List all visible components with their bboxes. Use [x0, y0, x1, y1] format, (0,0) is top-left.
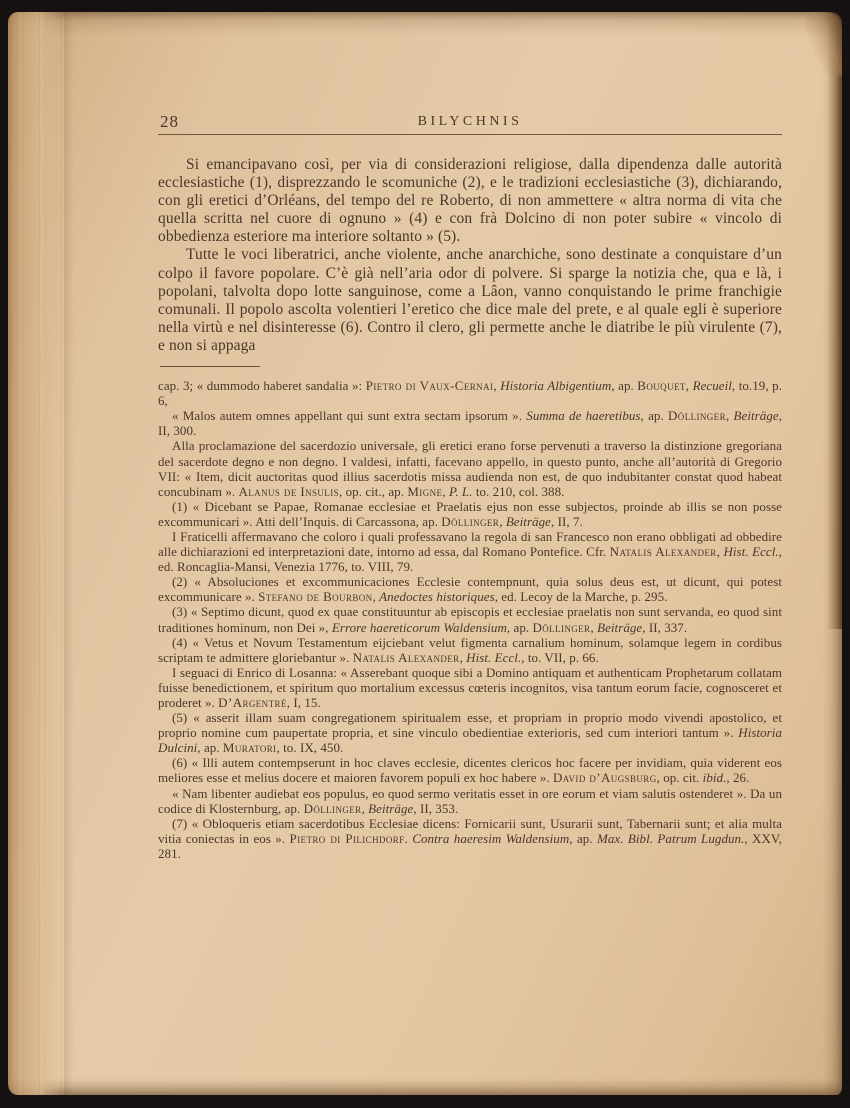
- text-run: , op. cit., ap.: [339, 483, 408, 499]
- text-run: (6) « Illi autem contempserunt in hoc claves ecclesie, dicentes clericos hoc facere per invidiam, quia viderent eos meliores esse et melius docere et maioren favorem populi ex hoc habere ».: [158, 755, 782, 786]
- footnote-paragraph: [158, 755, 782, 785]
- text-run: ,: [459, 649, 467, 665]
- cited-author-name: Döllinger: [441, 513, 500, 529]
- footnote-paragraph: [158, 574, 782, 604]
- page-left-crease: [64, 12, 74, 1095]
- text-run: ,: [372, 589, 380, 605]
- footnote-paragraph: [158, 499, 782, 529]
- footnote-paragraph: [158, 408, 782, 438]
- text-run: , II, 337.: [642, 619, 688, 635]
- text-run: (3) « Septimo dicunt, quod ex quae constituuntur ab episcopis et ecclesiae praelatis non sunt servanda, eo quod sint traditiones hominum, non Dei »,: [158, 604, 782, 635]
- cited-work-title: Recueil: [692, 378, 732, 394]
- cited-work-title: Beiträge: [368, 800, 414, 816]
- text-run: , to. VII, p. 66.: [521, 649, 599, 665]
- footnotes-section: [158, 378, 782, 861]
- text-run: , II, 353.: [413, 800, 459, 816]
- text-run: (1) « Dicebant se Papae, Romanae ecclesiae et Praelatis ejus non esse subjectos, proinde ab illis se non posse excommunicari ». Atti dell’Inquis. di Carcassona, ap.: [158, 498, 782, 529]
- text-run: , 26.: [726, 770, 750, 786]
- text-run: ,: [685, 378, 693, 394]
- text-run: (4) « Vetus et Novum Testamentum eijciebant velut figmenta carnalium hominum, solamque legem in cordibus scriptam te admittere gloriebantur ».: [158, 634, 782, 665]
- cited-work-title: Hist. Eccl.: [466, 649, 522, 665]
- page-number: 28: [160, 112, 179, 131]
- cited-author-name: Döllinger: [532, 619, 591, 635]
- text-run: , ap.: [640, 408, 668, 424]
- text-run: , ap.: [569, 830, 597, 846]
- footnote-separator-rule: [160, 366, 260, 367]
- text-run: .: [404, 830, 413, 846]
- cited-author-name: Natalis Alexander: [352, 649, 460, 665]
- text-run: , to. IX, 450.: [276, 740, 344, 756]
- text-run: « Malos autem omnes appellant qui sunt extra sectam ipsorum ».: [172, 408, 527, 424]
- text-run: ,: [725, 408, 734, 424]
- cited-work-title: P. L.: [449, 483, 473, 499]
- cited-author-name: D’Argentré: [218, 695, 287, 710]
- text-run: , ed. Lecoy de la Marche, p. 295.: [494, 589, 668, 605]
- cited-author-name: Pietro di Pilichdorf: [289, 830, 405, 846]
- text-run: (7) « Obloqueris etiam sacerdotibus Ecclesiae dicens: Fornicarii sunt, Usurarii sunt, Tabernarii sunt; et alia multa vitia coniectas in eos ».: [158, 815, 782, 846]
- page-corner-curl: [806, 12, 842, 76]
- cited-author-name: Bouquet: [637, 378, 686, 394]
- text-run: to. 210, col. 388.: [472, 483, 565, 499]
- cited-work-title: Beiträge: [505, 513, 551, 529]
- footnote-paragraph: [158, 816, 782, 861]
- cited-author-name: Migne: [407, 483, 443, 499]
- text-run: ,: [361, 800, 369, 816]
- cited-author-name: Döllinger: [303, 800, 362, 816]
- page-right-fore-edge: [827, 12, 842, 629]
- text-run: , op. cit.: [656, 770, 703, 786]
- footnote-paragraph: [158, 665, 782, 710]
- text-run: , ap.: [506, 619, 533, 635]
- footnote-paragraph: [158, 635, 782, 665]
- printed-content: [158, 12, 782, 861]
- text-run: ,: [499, 513, 506, 529]
- journal-title: BILYCHNIS: [417, 114, 523, 129]
- body-paragraph: [158, 156, 782, 246]
- text-run: cap. 3; « dummodo haberet sandalia »:: [158, 378, 366, 394]
- text-run: , ap.: [197, 740, 223, 756]
- text-run: , ed. Roncaglia-Mansi, Venezia 1776, to. VIII, 79.: [158, 544, 782, 575]
- body-paragraph: [158, 246, 782, 355]
- footnote-paragraph: [158, 438, 782, 498]
- text-run: , II, 300.: [158, 408, 783, 439]
- cited-work-title: Historia Dulcini: [158, 725, 782, 756]
- cited-work-title: Summa de haeretibus: [526, 408, 641, 424]
- text-run: , XXV, 281.: [158, 830, 782, 861]
- cited-author-name: Stefano de Bourbon: [258, 589, 373, 605]
- text-run: , to.19, p. 6,: [158, 378, 782, 409]
- text-run: (5) « asserit illam suam congregationem spiritualem esse, et propriam in proprio modo vivendi apostolico, et proprio nomine cum paupertate propria, et sine vinculo obedientiae exterioris, sed cum interiori tantum ».: [158, 710, 782, 741]
- text-run: Tutte le voci liberatrici, anche violente, anche anarchiche, sono destinate a conquistare d’un colpo il favore popolare. C’è già nell’aria odor di polvere. Si sparge la notizia che, qua e là, i popolani, talvolta dopo lotte sanguinose, come a Lâon, vanno conquistando le prime franchigie comunali. Il popolo ascolta volentieri l’eretico che dice male del prete, e al quale egli è superiore nella virtù e nel disinteresse (6). Contro il clero, gli permette anche le diatribe le più virulente (7), e non si appaga: [158, 246, 782, 354]
- text-run: « Nam libenter audiebat eos populus, eo quod sermo veritatis esset in ore eorum et viam salutis ostenderet ». Da un codice di Klosternburg, ap.: [158, 785, 782, 816]
- book-page: [8, 12, 842, 1095]
- cited-work-title: Beiträge: [733, 408, 779, 424]
- cited-author-name: Natalis Alexander: [609, 544, 717, 560]
- page-left-torn-edge: [8, 12, 62, 1095]
- cited-author-name: Pietro di Vaux-Cernai: [365, 378, 494, 394]
- cited-work-title: Errore haereticorum Waldensium: [331, 619, 507, 635]
- main-text: [158, 156, 782, 355]
- cited-author-name: Muratori: [222, 740, 277, 756]
- text-run: I Fraticelli affermavano che coloro i quali professavano la regola di san Francesco non erano obbligati ad obbedire alle dichiarazioni ed interpretazioni date, intorno ad essa, dal Romano Pontefice. Cfr.: [158, 528, 782, 560]
- text-run: ,: [493, 378, 501, 394]
- text-run: , I, 15.: [286, 695, 321, 710]
- text-run: , ap.: [611, 378, 638, 394]
- text-run: I seguaci di Enrico di Losanna: « Asserebant quoque sibi a Domino antiquam et authenticam Prophetarum collatam fuisse benedictionem, et spiritum quo mortalium excessus cœteris incognitos, visa tantum eorum facie, cognosceret et proderet ».: [158, 664, 782, 710]
- cited-author-name: David d’Augsburg: [553, 770, 657, 786]
- footnote-paragraph: [158, 604, 782, 634]
- cited-work-title: Contra haeresim Waldensium: [412, 830, 570, 846]
- cited-work-title: Hist. Eccl.: [723, 544, 779, 560]
- cited-author-name: Döllinger: [668, 408, 726, 424]
- text-run: , II, 7.: [550, 513, 583, 529]
- cited-work-title: Beiträge: [597, 619, 643, 635]
- text-run: Si emancipavano così, per via di considerazioni religiose, dalla dipendenza dalle autorità ecclesiastiche (1), disprezzando le scomuniche (2), e le tradizioni ecclesiastiche (3), dichiarando, con gli eretici d’Orléans, del tempo del re Roberto, di non ammettere « altra norma di vita che quella scritta nel cuore di ognuno » (4) e con frà Dolcino di non poter subire « vincolo di obbedienza esteriore ma interiore soltanto » (5).: [158, 156, 782, 246]
- cited-work-title: Anedoctes historiques: [379, 589, 495, 605]
- text-run: Alla proclamazione del sacerdozio universale, gli eretici erano forse pervenuti a traverso la distinzione gregoriana del sacerdote degno e non degno. I valdesi, infatti, facevano appello, in questo punto, anche all’autorità di Gregorio VII: « Item, dicit auctoritas quod illius sacerdotis missa audienda non est, de quo indubitanter constat quod habeat concubinam ».: [158, 438, 782, 499]
- cited-author-name: Alanus de Insulis: [238, 483, 340, 499]
- cited-work-title: Historia Albigentium: [500, 378, 612, 394]
- footnote-paragraph: [158, 710, 782, 755]
- footnote-paragraph: [158, 529, 782, 574]
- text-run: (2) « Absoluciones et excommunicaciones Ecclesie contempnunt, quia solus deus est, ut dicunt, qui potest excommunicare ».: [158, 574, 782, 605]
- footnote-paragraph: [158, 786, 782, 816]
- text-run: ,: [716, 544, 724, 560]
- footnote-paragraph: [158, 378, 782, 408]
- cited-work-title: Max. Bibl. Patrum Lugdun.: [596, 830, 745, 846]
- running-header: [158, 108, 782, 135]
- text-run: ,: [442, 483, 450, 499]
- cited-work-title: ibid.: [702, 770, 727, 786]
- text-run: ,: [590, 619, 598, 635]
